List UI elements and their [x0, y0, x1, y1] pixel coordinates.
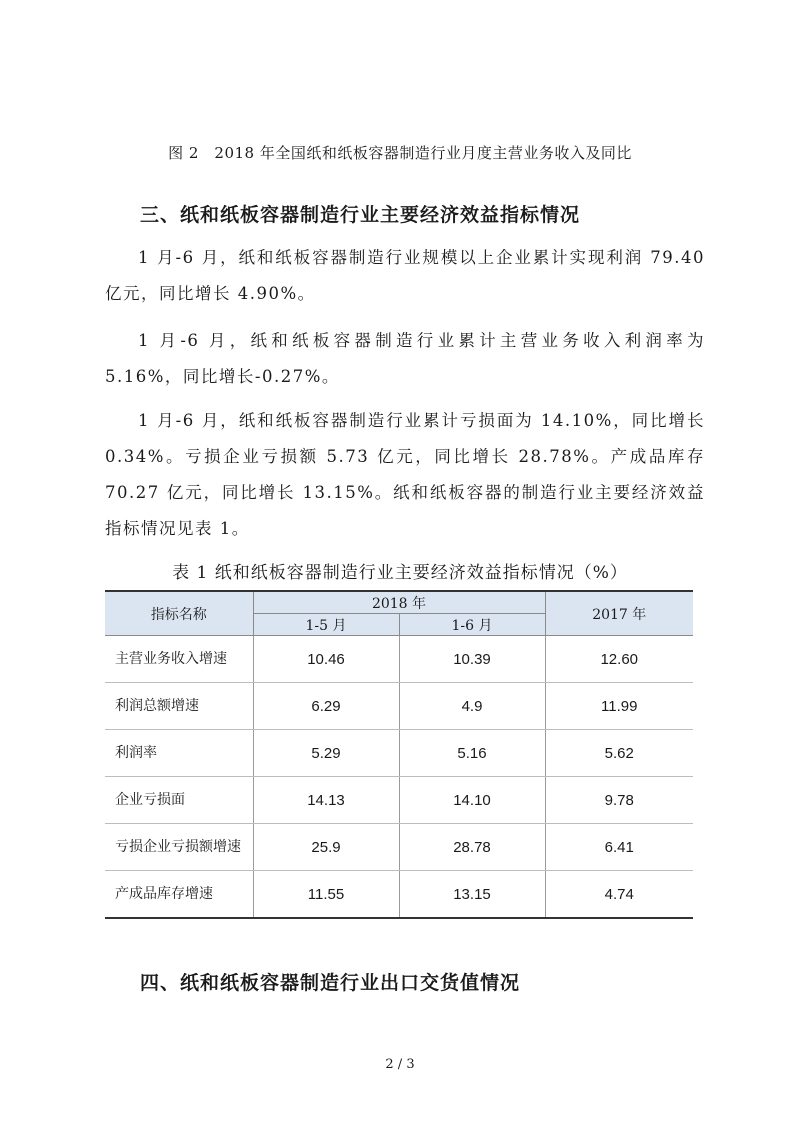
- cell-2017: 6.41: [545, 824, 693, 871]
- paragraph-profit-rate: 1 月-6 月，纸和纸板容器制造行业累计主营业务收入利润率为 5.16%，同比增长-0.27%。: [105, 331, 705, 386]
- header-jan-jun: 1-6 月: [399, 614, 545, 636]
- figure-caption: 图 2 2018 年全国纸和纸板容器制造行业月度主营业务收入及同比: [168, 144, 632, 162]
- cell-jan-may: 6.29: [253, 683, 399, 730]
- cell-jan-jun: 10.39: [399, 636, 545, 683]
- row-label: 产成品库存增速: [105, 871, 253, 919]
- section-4-heading: 四、纸和纸板容器制造行业出口交货值情况: [140, 972, 521, 994]
- table-row: [105, 824, 693, 871]
- cell-jan-may: 11.55: [253, 871, 399, 919]
- paragraph-loss: 1 月-6 月，纸和纸板容器制造行业累计亏损面为 14.10%，同比增长 0.34%。亏损企业亏损额 5.73 亿元，同比增长 28.78%。产成品库存 70.27 亿元，同比增长 13.15%。纸和纸板容器的制造行业主要经济效益指标情况见表 1。: [105, 411, 705, 538]
- header-2018-group: 2018 年: [253, 591, 545, 614]
- cell-2017: 12.60: [545, 636, 693, 683]
- table-row: [105, 683, 693, 730]
- table-row: [105, 636, 693, 683]
- table-row: [105, 777, 693, 824]
- cell-jan-jun: 5.16: [399, 730, 545, 777]
- cell-jan-jun: 28.78: [399, 824, 545, 871]
- cell-jan-jun: 4.9: [399, 683, 545, 730]
- section-3-heading: 三、纸和纸板容器制造行业主要经济效益指标情况: [140, 204, 581, 226]
- row-label: 利润总额增速: [105, 683, 253, 730]
- header-jan-may: 1-5 月: [253, 614, 399, 636]
- table-header: [105, 591, 693, 636]
- row-label: 利润率: [105, 730, 253, 777]
- cell-jan-may: 10.46: [253, 636, 399, 683]
- header-indicator-name: 指标名称: [105, 591, 253, 636]
- row-label: 亏损企业亏损额增速: [105, 824, 253, 871]
- cell-2017: 4.74: [545, 871, 693, 919]
- cell-2017: 9.78: [545, 777, 693, 824]
- table-title: 表 1 纸和纸板容器制造行业主要经济效益指标情况（%）: [172, 563, 628, 583]
- row-label: 主营业务收入增速: [105, 636, 253, 683]
- row-label: 企业亏损面: [105, 777, 253, 824]
- cell-jan-may: 5.29: [253, 730, 399, 777]
- indicators-table: [105, 590, 693, 919]
- header-2017: 2017 年: [545, 591, 693, 636]
- cell-2017: 5.62: [545, 730, 693, 777]
- cell-jan-jun: 14.10: [399, 777, 545, 824]
- cell-2017: 11.99: [545, 683, 693, 730]
- table-row: [105, 871, 693, 919]
- page-number: 2 / 3: [385, 1057, 415, 1072]
- table-row: [105, 730, 693, 777]
- cell-jan-may: 25.9: [253, 824, 399, 871]
- cell-jan-may: 14.13: [253, 777, 399, 824]
- cell-jan-jun: 13.15: [399, 871, 545, 919]
- paragraph-profit: 1 月-6 月，纸和纸板容器制造行业规模以上企业累计实现利润 79.40 亿元，同比增长 4.90%。: [105, 248, 705, 303]
